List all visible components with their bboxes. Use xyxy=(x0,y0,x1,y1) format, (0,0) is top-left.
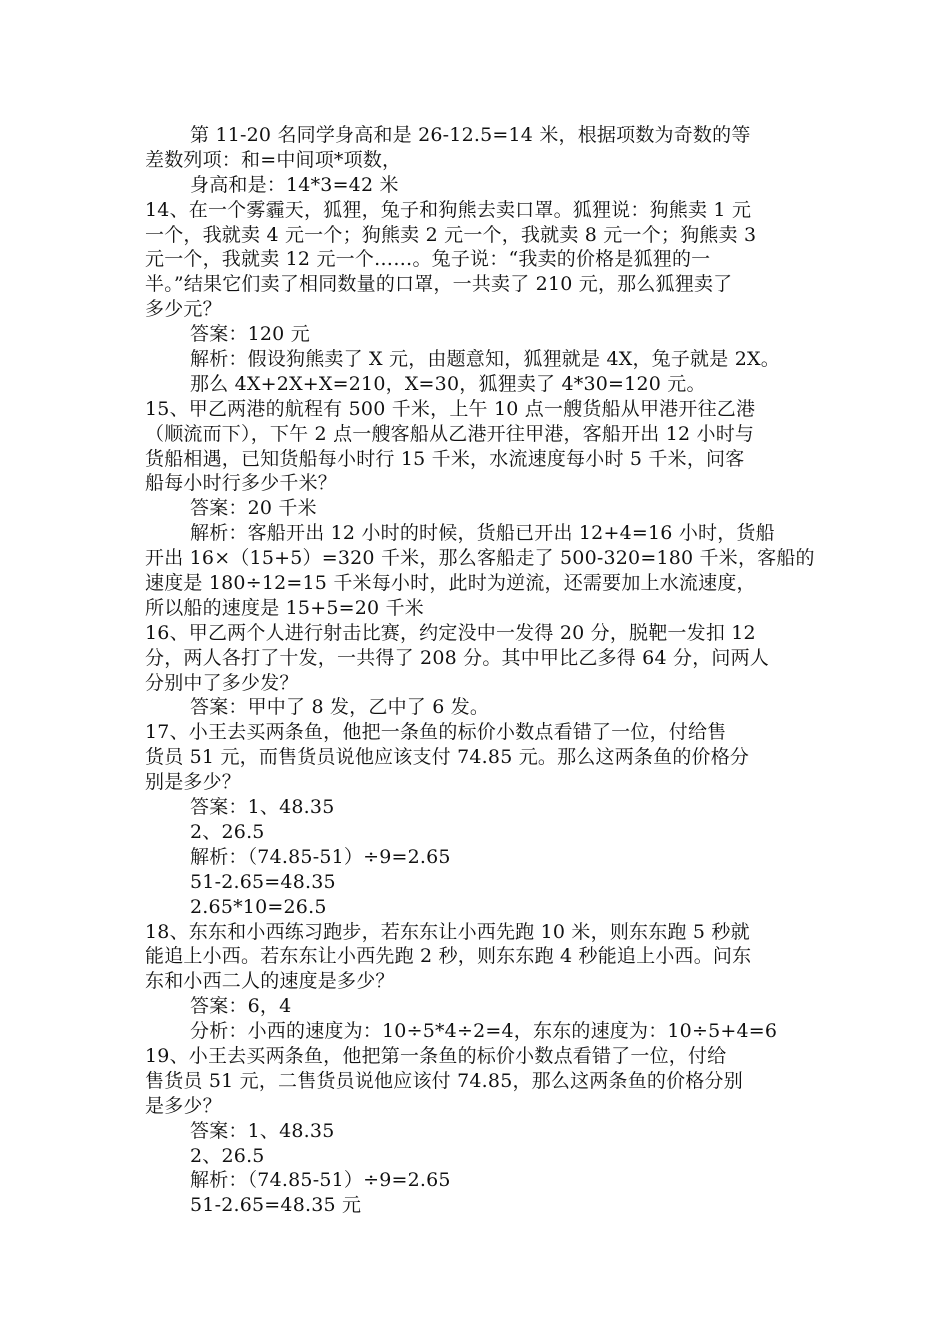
text-line: 答案：甲中了 8 发，乙中了 6 发。 xyxy=(190,696,490,719)
text-line: 货员 51 元，而售货员说他应该支付 74.85 元。那么这两条鱼的价格分 xyxy=(145,746,750,769)
text-line: 51-2.65=48.35 元 xyxy=(190,1194,362,1217)
text-line: 身高和是：14*3=42 米 xyxy=(190,173,399,196)
text-line: 答案：1、48.35 xyxy=(190,796,335,819)
text-line: 15、甲乙两港的航程有 500 千米，上午 10 点一艘货船从甲港开往乙港 xyxy=(145,397,756,420)
text-line: 别是多少？ xyxy=(145,771,242,794)
text-line: 答案：120 元 xyxy=(190,323,310,346)
text-line: 解析：假设狗熊卖了 X 元，由题意知，狐狸就是 4X，兔子就是 2X。 xyxy=(190,348,780,371)
text-line: 货船相遇，已知货船每小时行 15 千米，水流速度每小时 5 千米，问客 xyxy=(145,447,745,470)
text-line: 东和小西二人的速度是多少？ xyxy=(145,970,395,993)
text-line: 2.65*10=26.5 xyxy=(190,895,327,918)
text-line: 是多少？ xyxy=(145,1094,222,1117)
text-line: 解析：客船开出 12 小时的时候，货船已开出 12+4=16 小时，货船 xyxy=(190,522,775,545)
text-line: 答案：20 千米 xyxy=(190,497,317,520)
text-line: 多少元？ xyxy=(145,298,222,321)
text-line: （顺流而下），下午 2 点一艘客船从乙港开往甲港，客船开出 12 小时与 xyxy=(145,422,755,445)
text-line: 2、26.5 xyxy=(190,820,265,843)
document-body xyxy=(145,123,815,1218)
text-line: 16、甲乙两个人进行射击比赛，约定没中一发得 20 分，脱靶一发扣 12 xyxy=(145,621,756,644)
text-line: 售货员 51 元，二售货员说他应该付 74.85，那么这两条鱼的价格分别 xyxy=(145,1069,743,1092)
text-line: 19、小王去买两条鱼，他把第一条鱼的标价小数点看错了一位，付给 xyxy=(145,1044,727,1067)
text-line: 半。”结果它们卖了相同数量的口罩，一共卖了 210 元，那么狐狸卖了 xyxy=(145,273,733,296)
text-line: 解析：（74.85-51）÷9=2.65 xyxy=(190,845,451,868)
text-line: 14、在一个雾霾天，狐狸，兔子和狗熊去卖口罩。狐狸说：狗熊卖 1 元 xyxy=(145,198,752,221)
text-line: 元一个，我就卖 12 元一个……。兔子说：“我卖的价格是狐狸的一 xyxy=(145,248,711,271)
text-line: 17、小王去买两条鱼，他把一条鱼的标价小数点看错了一位，付给售 xyxy=(145,721,727,744)
text-line: 船每小时行多少千米？ xyxy=(145,472,338,495)
text-line: 18、东东和小西练习跑步，若东东让小西先跑 10 米，则东东跑 5 秒就 xyxy=(145,920,750,943)
text-line: 差数列项：和=中间项*项数， xyxy=(145,148,402,171)
text-line: 速度是 180÷12=15 千米每小时，此时为逆流，还需要加上水流速度， xyxy=(145,572,756,595)
text-line: 那么 4X+2X+X=210，X=30，狐狸卖了 4*30=120 元。 xyxy=(190,372,706,395)
text-line: 能追上小西。若东东让小西先跑 2 秒，则东东跑 4 秒能追上小西。问东 xyxy=(145,945,752,968)
text-line: 答案：1、48.35 xyxy=(190,1119,335,1142)
text-line: 解析：（74.85-51）÷9=2.65 xyxy=(190,1169,451,1192)
text-line: 一个，我就卖 4 元一个；狗熊卖 2 元一个，我就卖 8 元一个；狗熊卖 3 xyxy=(145,223,757,246)
text-line: 分析：小西的速度为：10÷5*4÷2=4，东东的速度为：10÷5+4=6 xyxy=(190,1020,778,1043)
text-line: 第 11-20 名同学身高和是 26-12.5=14 米，根据项数为奇数的等 xyxy=(190,124,751,146)
text-line: 所以船的速度是 15+5=20 千米 xyxy=(145,596,424,619)
text-line: 分，两人各打了十发，一共得了 208 分。其中甲比乙多得 64 分，问两人 xyxy=(145,646,770,669)
text-line: 开出 16×（15+5）=320 千米，那么客船走了 500-320=180 千米，客船的 xyxy=(145,547,815,570)
text-line: 2、26.5 xyxy=(190,1144,265,1167)
text-line: 51-2.65=48.35 xyxy=(190,870,336,893)
text-line: 分别中了多少发？ xyxy=(145,671,299,694)
text-line: 答案：6，4 xyxy=(190,995,292,1018)
